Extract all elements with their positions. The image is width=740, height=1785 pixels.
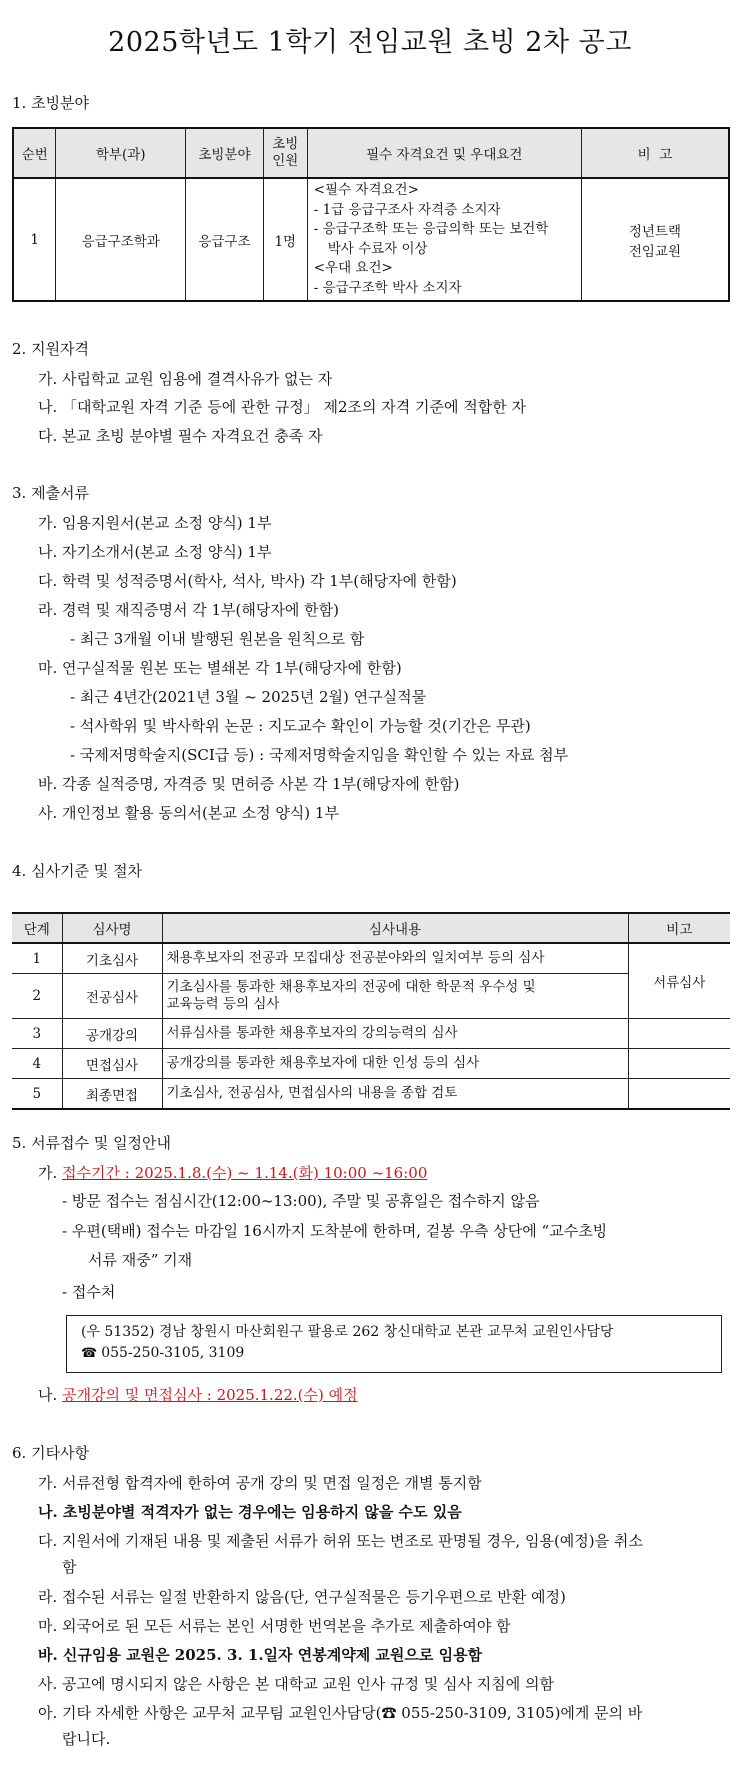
section-2-heading: 2. 지원자격 (12, 340, 90, 358)
cell-review-name: 전공심사 (62, 974, 162, 1019)
list-item: 다. 학력 및 성적증명서(학사, 석사, 박사) 각 1부(해당자에 한함) (38, 572, 457, 590)
cell-review-desc (162, 974, 628, 1019)
table-row (12, 974, 730, 1019)
review-table (12, 912, 730, 1110)
list-subitem: - 최근 3개월 이내 발행된 원본을 원칙으로 함 (70, 630, 365, 648)
address-box (66, 1315, 722, 1373)
cell-step: 1 (12, 943, 62, 974)
list-item: 바. 신규임용 교원은 2025. 3. 1.일자 연봉계약제 교원으로 임용함 (38, 1646, 483, 1664)
cell-review-note-empty (628, 1079, 730, 1110)
cell-review-desc: 공개강의를 통과한 채용후보자에 대한 인성 등의 심사 (162, 1049, 628, 1079)
list-item: 사. 개인정보 활용 동의서(본교 소정 양식) 1부 (38, 804, 339, 822)
desc-line: 교육능력 등의 심사 (166, 996, 280, 1012)
list-item: 라. 경력 및 재직증명서 각 1부(해당자에 한함) (38, 601, 339, 619)
desc-line: 기초심사를 통과한 채용후보자의 전공에 대한 학문적 우수성 및 (166, 979, 536, 995)
col-review-name: 심사명 (62, 913, 162, 943)
cell-review-name: 기초심사 (62, 943, 162, 974)
cell-requirements (307, 178, 581, 301)
cell-review-desc: 기초심사, 전공심사, 면접심사의 내용을 종합 검토 (162, 1079, 628, 1110)
section-6-heading: 6. 기타사항 (12, 1444, 90, 1462)
interview-date (38, 1384, 358, 1405)
recruitment-table (12, 127, 730, 302)
cell-review-desc: 서류심사를 통과한 채용후보자의 강의능력의 심사 (162, 1019, 628, 1049)
list-subitem: - 우편(택배) 접수는 마감일 16시까지 도착분에 한하며, 겉봉 우측 상단에 “교수초빙 (62, 1222, 608, 1240)
table-row (12, 1079, 730, 1110)
phone-number: 055-250-3105, 3109 (101, 1345, 245, 1361)
col-note: 비 고 (581, 128, 729, 178)
list-item: 다. 본교 초빙 분야별 필수 자격요건 충족 자 (38, 427, 323, 445)
list-item: 아. 기타 자세한 사항은 교무처 교무팀 교원인사담당(☎ 055-250-3109, 3105)에게 문의 바 (38, 1704, 643, 1722)
list-subitem: - 방문 접수는 점심시간(12:00~13:00), 주말 및 공휴일은 접수하지 않음 (62, 1192, 540, 1210)
col-review-desc: 심사내용 (162, 913, 628, 943)
list-item: 라. 접수된 서류는 일절 반환하지 않음(단, 연구실적물은 등기우편으로 반환 예정) (38, 1588, 566, 1606)
req-line: - 1급 응급구조사 자격증 소지자 (313, 201, 501, 218)
cell-review-name: 공개강의 (62, 1019, 162, 1049)
col-review-note: 비고 (628, 913, 730, 943)
table-row (12, 943, 730, 974)
item-prefix: 가. (38, 1164, 63, 1182)
list-item: 사. 공고에 명시되지 않은 사항은 본 대학교 교원 인사 규정 및 심사 지침에 의함 (38, 1675, 554, 1693)
list-item: 가. 서류전형 합격자에 한하여 공개 강의 및 면접 일정은 개별 통지함 (38, 1474, 482, 1492)
req-line: 박사 수료자 이상 (327, 240, 428, 257)
cell-review-note-empty (628, 1019, 730, 1049)
req-line: - 응급구조학 박사 소지자 (313, 279, 462, 296)
section-1-heading: 1. 초빙분야 (12, 94, 90, 112)
cell-num: 1 (13, 178, 56, 301)
note-line: 전임교원 (628, 243, 682, 260)
table-row (13, 178, 729, 301)
list-item: 나. 자기소개서(본교 소정 양식) 1부 (38, 543, 272, 561)
application-period-text: 접수기간 : 2025.1.8.(수) ~ 1.14.(화) 10:00 ~16:00 (62, 1164, 428, 1182)
cell-review-note-empty (628, 1049, 730, 1079)
cell-review-name: 면접심사 (62, 1049, 162, 1079)
list-item: 가. 임용지원서(본교 소정 양식) 1부 (38, 514, 272, 532)
list-item: 마. 외국어로 된 모든 서류는 본인 서명한 번역본을 추가로 제출하여야 함 (38, 1617, 511, 1635)
cell-step: 2 (12, 974, 62, 1019)
cell-step: 5 (12, 1079, 62, 1110)
list-item: 나. 「대학교원 자격 기준 등에 관한 규정」 제2조의 자격 기준에 적합한 자 (38, 398, 526, 416)
cell-field: 응급구조 (186, 178, 264, 301)
list-item: 나. 초빙분야별 적격자가 없는 경우에는 임용하지 않을 수도 있음 (38, 1503, 462, 1521)
col-num: 순번 (13, 128, 56, 178)
cell-note (581, 178, 729, 301)
cell-dept: 응급구조학과 (56, 178, 186, 301)
section-3-heading: 3. 제출서류 (12, 484, 90, 502)
list-subitem: - 최근 4년간(2021년 3월 ~ 2025년 2월) 연구실적물 (70, 688, 427, 706)
req-line: <우대 요건> (313, 260, 393, 276)
col-field: 초빙분야 (186, 128, 264, 178)
cell-review-note: 서류심사 (628, 943, 730, 1019)
phone-icon: ☎ (81, 1346, 98, 1361)
list-subitem: - 국제저명학술지(SCI급 등) : 국제저명학술지임을 확인할 수 있는 자료 첨부 (70, 746, 569, 764)
application-period (38, 1162, 427, 1183)
list-subitem: - 석사학위 및 박사학위 논문 : 지도교수 확인이 가능할 것(기간은 무관) (70, 717, 531, 735)
note-line: 정년트랙 (628, 223, 682, 240)
review-table-header (12, 913, 730, 943)
address-text: (우 51352) 경남 창원시 마산회원구 팔용로 262 창신대학교 본관 교무처 교원인사담당 (81, 1324, 614, 1340)
cell-review-name: 최종면접 (62, 1079, 162, 1110)
col-count: 초빙 인원 (263, 128, 307, 178)
item-prefix: 나. (38, 1386, 63, 1404)
phone-line (81, 1343, 707, 1364)
cell-count: 1명 (263, 178, 307, 301)
list-item-cont: 랍니다. (62, 1730, 111, 1748)
section-5-heading: 5. 서류접수 및 일정안내 (12, 1134, 172, 1152)
list-item: 다. 지원서에 기재된 내용 및 제출된 서류가 허위 또는 변조로 판명될 경우, 임용(예정)을 취소 (38, 1532, 643, 1550)
col-step: 단계 (12, 913, 62, 943)
req-line: - 응급구조학 또는 응급의학 또는 보건학 (313, 221, 549, 237)
page-title: 2025학년도 1학기 전임교원 초빙 2차 공고 (108, 27, 632, 58)
list-item: 가. 사립학교 교원 임용에 결격사유가 없는 자 (38, 370, 333, 388)
col-dept: 학부(과) (56, 128, 186, 178)
cell-step: 4 (12, 1049, 62, 1079)
section-4-heading: 4. 심사기준 및 절차 (12, 862, 143, 880)
col-requirements: 필수 자격요건 및 우대요건 (307, 128, 581, 178)
list-item: 바. 각종 실적증명, 자격증 및 면허증 사본 각 1부(해당자에 한함) (38, 775, 460, 793)
recruitment-table-header (13, 128, 729, 178)
list-subitem: - 접수처 (62, 1283, 116, 1301)
cell-review-desc: 채용후보자의 전공과 모집대상 전공분야와의 일치여부 등의 심사 (162, 943, 628, 974)
list-item: 마. 연구실적물 원본 또는 별쇄본 각 1부(해당자에 한함) (38, 659, 402, 677)
table-row (12, 1049, 730, 1079)
interview-date-text: 공개강의 및 면접심사 : 2025.1.22.(수) 예정 (62, 1386, 358, 1404)
cell-step: 3 (12, 1019, 62, 1049)
list-subitem-cont: 서류 재중” 기재 (88, 1251, 193, 1269)
req-line: <필수 자격요건> (313, 182, 419, 198)
table-row (12, 1019, 730, 1049)
list-item-cont: 함 (62, 1558, 77, 1576)
